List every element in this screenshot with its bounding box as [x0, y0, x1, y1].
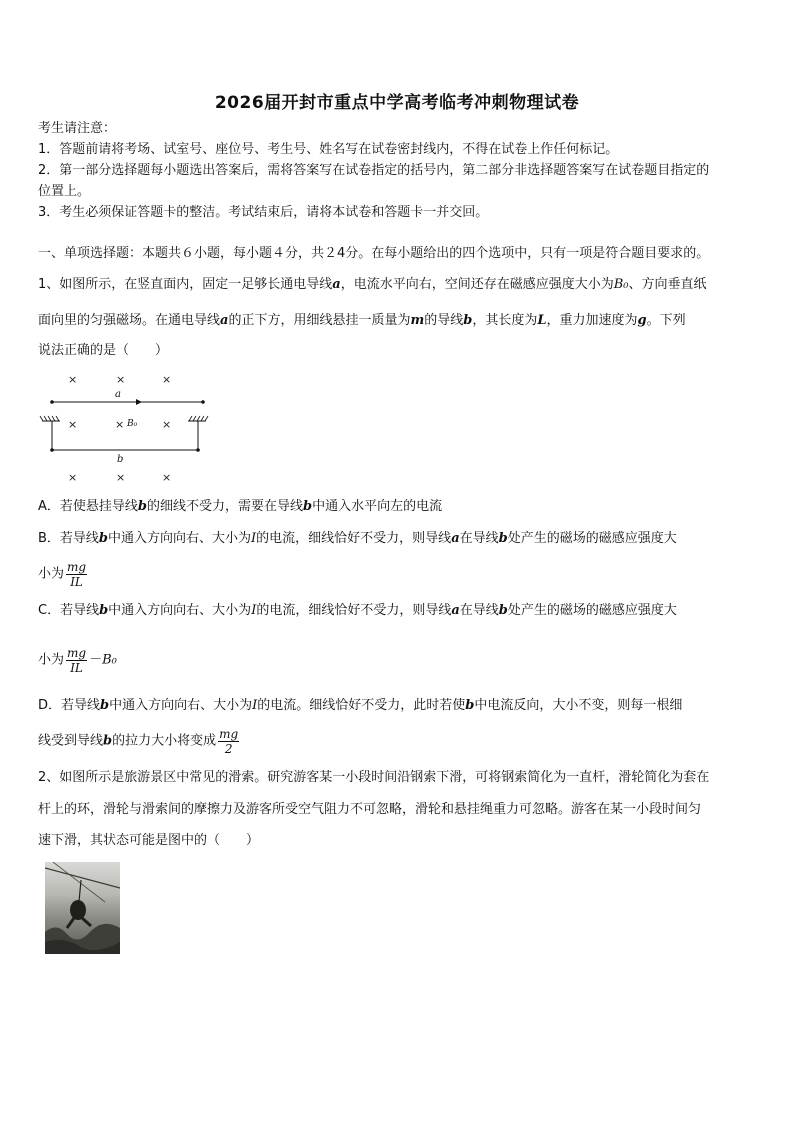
text: ，其长度为 — [472, 313, 538, 328]
var-I: I — [251, 531, 257, 546]
text: 的拉力大小将变成 — [112, 733, 217, 749]
q1-figure — [38, 366, 218, 490]
var-g: g — [637, 313, 647, 328]
text: 的细线不受力，需要在导线 — [147, 499, 304, 514]
fraction-denominator: IL — [70, 661, 83, 675]
rider-body — [70, 900, 86, 920]
q1-option-d-line2 — [38, 727, 760, 756]
var-b: b — [137, 499, 147, 514]
text: 。下列 — [646, 313, 686, 328]
rider-leg-left — [67, 918, 74, 928]
text: 处产生的磁场的磁感应强度大 — [507, 531, 677, 546]
text: 、方向垂直纸 — [628, 277, 707, 292]
text: B．若导线 — [38, 531, 99, 546]
q1-option-b-line1 — [38, 530, 760, 548]
var-a: a — [332, 277, 341, 292]
var-b: b — [465, 698, 475, 713]
text: C．若导线 — [38, 603, 100, 618]
text: ，重力加速度为 — [546, 313, 638, 328]
q2-stem-line2: 杆上的环，滑轮与滑索间的摩擦力及游客所受空气阻力不可忽略，滑轮和悬挂绳重力可忽略。游客在某一小段时间匀 — [38, 802, 702, 817]
minus-sign: － — [89, 652, 103, 668]
fraction-numerator: mg — [67, 560, 87, 574]
q1-stem-line1 — [38, 276, 760, 294]
notice-item-2-cont: 位置上。 — [38, 184, 91, 199]
text: 的电流。细线恰好不受力，此时若使 — [257, 698, 466, 713]
var-b: b — [463, 313, 473, 328]
label-a: a — [115, 389, 121, 400]
text: 小为 — [38, 652, 65, 668]
hanger — [79, 880, 81, 902]
fraction-denominator: 2 — [224, 742, 233, 756]
cross-mark: × — [68, 418, 78, 431]
q2-stem-line3: 速下滑，其状态可能是图中的（ ） — [38, 833, 260, 848]
text: 中通入水平向左的电流 — [312, 499, 443, 514]
cross-mark: × — [68, 373, 78, 386]
wire-a-end-left — [50, 400, 54, 404]
text: 的导线 — [424, 313, 464, 328]
fraction-denominator: IL — [70, 575, 83, 589]
text: 在导线 — [459, 603, 499, 618]
text: 1、如图所示，在竖直面内，固定一足够长通电导线 — [38, 277, 333, 292]
cross-mark: × — [116, 373, 126, 386]
var-I: I — [252, 698, 258, 713]
cross-mark: × — [162, 471, 172, 484]
var-a: a — [451, 603, 460, 618]
notice-item-3: 3．考生必须保证答题卡的整洁。考试结束后，请将本试卷和答题卡一并交回。 — [38, 205, 489, 220]
text: 面向里的匀强磁场。在通电导线 — [38, 313, 221, 328]
q1-option-d-line1 — [38, 697, 760, 715]
var-L: L — [537, 313, 547, 328]
zipline-photo-art — [45, 862, 120, 954]
text: 的电流，细线恰好不受力，则导线 — [256, 603, 452, 618]
page-title: 2026届开封市重点中学高考临考冲刺物理试卷 — [214, 93, 580, 113]
q1-stem-line2 — [38, 312, 760, 330]
fraction — [66, 560, 87, 589]
notice-item-2: 2．第一部分选择题每小题选出答案后，需将答案写在试卷指定的括号内，第二部分非选择题答案写在试卷题目指定的 — [38, 163, 710, 178]
label-B0: B₀ — [127, 419, 138, 429]
text: 的电流，细线恰好不受力，则导线 — [256, 531, 452, 546]
var-B0: B₀ — [613, 277, 629, 292]
q2-stem-line1: 2、如图所示是旅游景区中常见的滑索。研究游客某一小段时间沿钢索下滑，可将钢索简化为一直杆，滑轮简化为套在 — [38, 770, 710, 785]
wire-a-end-right — [201, 400, 205, 404]
var-b: b — [498, 603, 508, 618]
q1-option-c-line2 — [38, 646, 760, 675]
fraction-numerator: mg — [219, 727, 239, 741]
text: 的正下方，用细线悬挂一质量为 — [228, 313, 411, 328]
text: 处产生的磁场的磁感应强度大 — [507, 603, 677, 618]
var-b: b — [98, 531, 109, 546]
text: 在导线 — [459, 531, 499, 546]
fraction — [218, 727, 239, 756]
text: 中通入方向向右、大小为 — [108, 603, 252, 618]
zipline-photo — [45, 862, 120, 954]
notice-item-1: 1．答题前请将考场、试室号、座位号、考生号、姓名写在试卷密封线内，不得在试卷上作任何标记。 — [38, 142, 619, 157]
var-a: a — [220, 313, 229, 328]
wire-b-end-right — [196, 448, 200, 452]
fraction-numerator: mg — [67, 646, 87, 660]
cross-mark: × — [115, 418, 125, 431]
text: 小为 — [38, 566, 65, 582]
var-B0: B₀ — [102, 652, 117, 668]
text: D．若导线 — [38, 698, 101, 713]
notice-heading: 考生请注意： — [38, 121, 117, 136]
section-header: 一、单项选择题：本题共６小题，每小题４分，共２4分。在每小题给出的四个选项中，只有一项是符合题目要求的。 — [38, 246, 710, 261]
text: 线受到导线 — [38, 733, 104, 749]
cross-mark: × — [162, 373, 172, 386]
current-arrow — [136, 399, 142, 405]
cross-mark: × — [68, 471, 78, 484]
q1-option-b-line2 — [38, 560, 760, 589]
label-b: b — [117, 454, 124, 465]
wire-b-end-left — [50, 448, 54, 452]
var-b: b — [103, 733, 113, 749]
text: 中通入方向向右、大小为 — [108, 531, 252, 546]
var-a: a — [451, 531, 460, 546]
q1-option-a — [38, 498, 760, 516]
cross-mark: × — [116, 471, 126, 484]
var-m: m — [410, 313, 425, 328]
cross-mark: × — [162, 418, 172, 431]
q1-option-c-line1 — [38, 602, 760, 620]
rider-leg-right — [82, 918, 91, 926]
hatch-right — [189, 416, 208, 421]
text: A．若使悬挂导线 — [38, 499, 138, 514]
hatch-left — [40, 416, 59, 421]
var-b: b — [303, 499, 313, 514]
text: 中电流反向，大小不变，则每一根细 — [474, 698, 683, 713]
text: ，电流水平向右，空间还存在磁感应强度大小为 — [340, 277, 614, 292]
q1-stem-line3: 说法正确的是（ ） — [38, 343, 169, 358]
fraction — [66, 646, 87, 675]
var-I: I — [251, 603, 257, 618]
var-b: b — [100, 698, 110, 713]
text: 中通入方向向右、大小为 — [109, 698, 253, 713]
var-b: b — [99, 603, 109, 618]
var-b: b — [498, 531, 508, 546]
